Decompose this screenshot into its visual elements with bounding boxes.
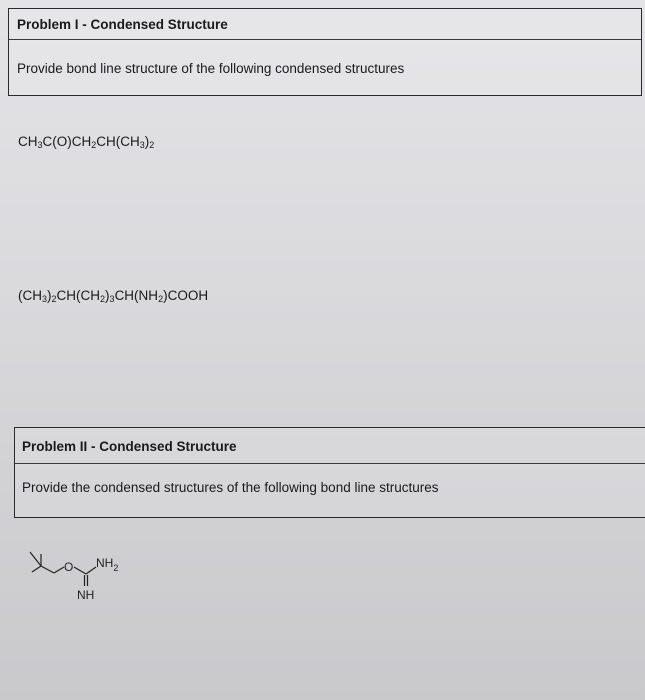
condensed-formula-1 [18,134,154,150]
atom-nh2-label: $NH_2$ [96,556,119,573]
bond-o-c [74,567,86,574]
problem-2-box [14,427,645,518]
bond-methyl-2 [32,566,41,572]
formula-subscript: 3 [139,140,145,150]
formula-subscript: 3 [42,294,48,304]
problem-1-instruction: Provide bond line structure of the following condensed structures [17,61,405,76]
formula-segment: ) [144,134,150,149]
formula-subscript: 2 [51,294,57,304]
bond-ch2-o [54,567,64,573]
problem-1-title: Problem I - Condensed Structure [17,17,228,32]
formula-subscript: 2 [100,294,106,304]
molecule-bonds [30,552,96,586]
problem-1-divider [9,39,641,40]
bond-line-structure [28,548,168,618]
bond-methyl-1 [30,552,41,566]
formula-segment: (CH [18,288,42,303]
formula-segment: C(O)CH [42,134,92,149]
problem-2-instruction: Provide the condensed structures of the following bond line structures [22,480,439,495]
formula-segment: CH(NH [114,288,159,303]
formula-segment: ) [47,288,52,303]
condensed-formula-2 [18,288,208,304]
formula-segment: CH(CH [96,134,140,149]
problem-1-box [8,8,642,96]
formula-subscript: 3 [109,294,115,304]
formula-subscript: 2 [91,140,97,150]
formula-subscript: 3 [37,140,43,150]
bond-quaternary-ch2 [41,566,54,573]
problem-2-title: Problem II - Condensed Structure [22,439,237,454]
formula-segment: CH [18,134,38,149]
problem-2-divider [15,463,645,464]
atom-o-label: O [64,560,74,574]
formula-segment: ) [105,288,110,303]
formula-subscript: 2 [149,140,155,150]
formula-segment: )COOH [163,288,209,303]
formula-segment: CH(CH [56,288,101,303]
formula-subscript: 2 [158,294,164,304]
atom-nh-label: NH [77,588,95,602]
bond-c-nh2 [86,567,96,574]
